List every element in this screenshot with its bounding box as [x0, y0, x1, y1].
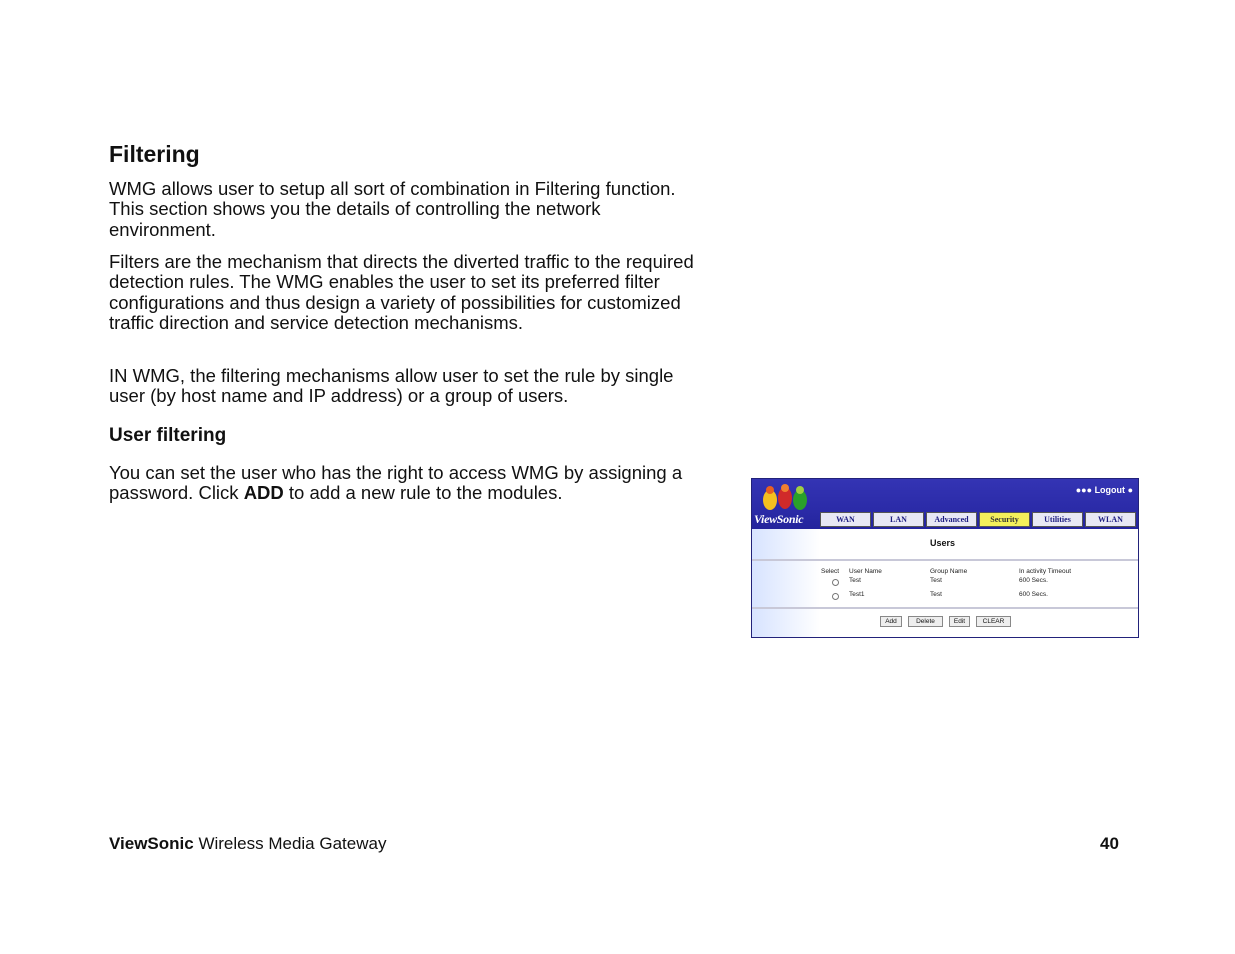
subsection-heading: User filtering	[109, 425, 227, 446]
delete-button[interactable]: Delete	[908, 616, 943, 627]
divider	[752, 559, 1138, 561]
user-filtering-paragraph: You can set the user who has the right to access WMG by assigning a password. Click ADD to add a new rule to the modules.	[109, 462, 683, 504]
logout-link[interactable]: ●●● Logout ●	[1075, 485, 1133, 495]
mechanisms-paragraph: IN WMG, the filtering mechanisms allow user to set the rule by single user (by host name and IP address) or a group of users.	[109, 365, 674, 407]
tab-wan[interactable]: WAN	[820, 512, 871, 527]
users-title: Users	[930, 538, 956, 548]
clear-button[interactable]: CLEAR	[976, 616, 1011, 627]
row-group: Test	[930, 591, 942, 598]
col-select: Select	[821, 568, 840, 575]
section-heading: Filtering	[109, 141, 200, 167]
filters-paragraph: Filters are the mechanism that directs the diverted traffic to the required detection rules. The WMG enables the user to set its preferred filter configurations and thus design a variety of possibilities for customized traffic direction and service detection mechanisms.	[109, 251, 694, 333]
tab-utilities[interactable]: Utilities	[1032, 512, 1083, 527]
tab-wlan[interactable]: WLAN	[1085, 512, 1136, 527]
nav-tabs	[820, 512, 1136, 527]
tab-advanced[interactable]: Advanced	[926, 512, 977, 527]
add-button[interactable]: Add	[880, 616, 902, 627]
parrots-logo-icon	[758, 482, 814, 512]
row-radio[interactable]	[832, 593, 839, 600]
col-user-name: User Name	[849, 568, 882, 575]
edit-button[interactable]: Edit	[949, 616, 970, 627]
viewsonic-logo: ViewSonic	[754, 512, 804, 526]
footer-title: ViewSonic Wireless Media Gateway	[109, 834, 387, 853]
row-timeout: 600 Secs.	[1019, 577, 1048, 584]
row-timeout: 600 Secs.	[1019, 591, 1048, 598]
row-radio[interactable]	[832, 579, 839, 586]
side-gradient	[752, 529, 820, 638]
row-user: Test	[849, 577, 861, 584]
banner	[752, 479, 1138, 529]
row-group: Test	[930, 577, 942, 584]
tab-security[interactable]: Security	[979, 512, 1030, 527]
col-timeout: In activity Timeout	[1019, 568, 1072, 575]
col-group-name: Group Name	[930, 568, 968, 575]
row-user: Test1	[849, 591, 865, 598]
divider	[752, 607, 1138, 609]
users-screenshot	[751, 478, 1139, 638]
intro-paragraph: WMG allows user to setup all sort of combination in Filtering function. This section shows you the details of controlling the network environment.	[109, 178, 676, 240]
page-number: 40	[1100, 834, 1119, 853]
tab-lan[interactable]: LAN	[873, 512, 924, 527]
